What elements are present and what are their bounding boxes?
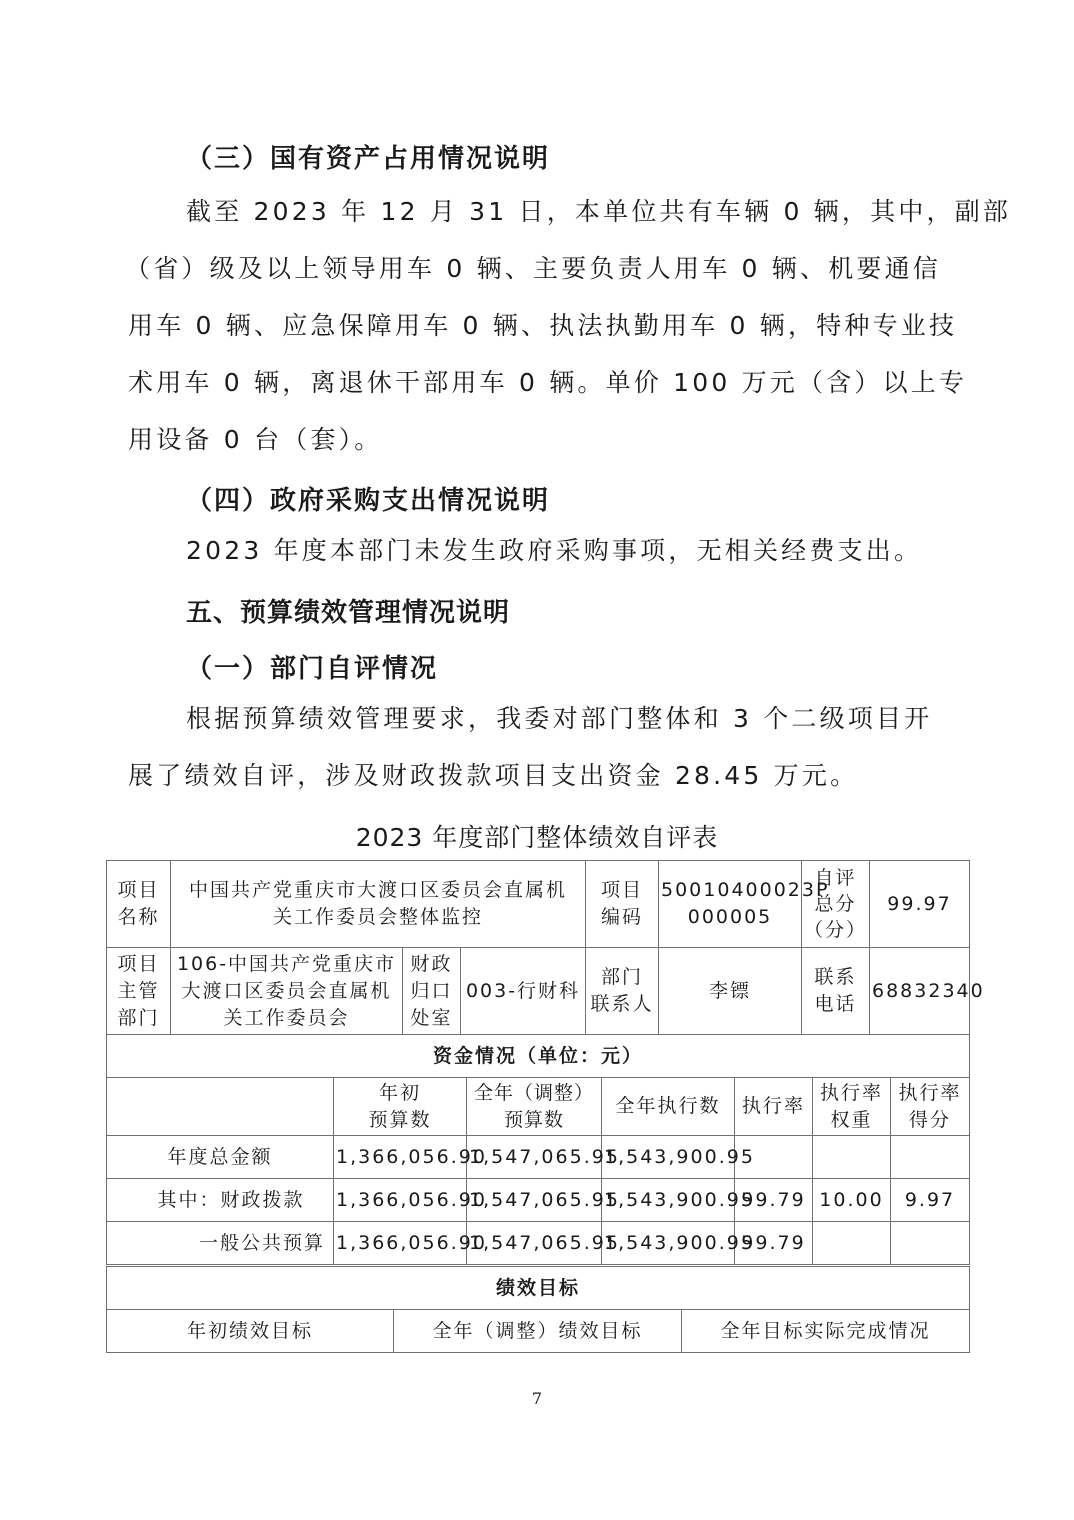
exec-rate: 99.79 [735,1222,813,1265]
dept-label: 项目 主管 部门 [107,948,171,1035]
adjusted-budget: 1,547,065.95 [467,1222,602,1265]
table-title: 2023 年度部门整体绩效自评表 [355,823,719,852]
goals-header-initial: 年初绩效目标 [107,1310,394,1353]
goals-section-title: 绩效目标 [107,1267,970,1310]
section-3-paragraph-line: 用设备 0 台（套）。 [128,425,383,454]
section-5-paragraph-line: 展了绩效自评，涉及财政拨款项目支出资金 28.45 万元。 [128,761,859,790]
weight [813,1136,891,1179]
info-row-project [107,861,970,948]
funds-title-row [107,1035,970,1078]
exec-rate: 99.79 [735,1179,813,1222]
section-4-heading: （四）政府采购支出情况说明 [186,486,551,516]
funds-header-weight: 执行率 权重 [813,1078,891,1136]
initial-budget: 1,366,056.90 [334,1136,467,1179]
project-code: 50010400023P 000005 [659,861,802,948]
funds-header-score: 执行率 得分 [891,1078,970,1136]
weight: 10.00 [813,1179,891,1222]
executed: 1,543,900.95 [602,1222,735,1265]
info-row-dept [107,948,970,1035]
initial-budget: 1,366,056.90 [334,1222,467,1265]
score [891,1136,970,1179]
weight [813,1222,891,1265]
section-5-paragraph-line: 根据预算绩效管理要求，我委对部门整体和 3 个二级项目开 [186,704,933,733]
funds-header-initial-budget: 年初 预算数 [334,1078,467,1136]
score: 9.97 [891,1179,970,1222]
table-row [107,1179,970,1222]
section-3-paragraph-line: （省）级及以上领导用车 0 辆、主要负责人用车 0 辆、机要通信 [125,254,942,283]
section-3-heading: （三）国有资产占用情况说明 [186,144,551,174]
section-3-paragraph-line: 用车 0 辆、应急保障用车 0 辆、执法执勤用车 0 辆，特种专业技 [128,311,958,340]
phone: 68832340 [870,948,970,1035]
goals-header-adjusted: 全年（调整）绩效目标 [394,1310,682,1353]
initial-budget: 1,366,056.90 [334,1179,467,1222]
self-score-label: 自评 总分 （分） [802,861,870,948]
score [891,1222,970,1265]
executed: 1,543,900.95 [602,1179,735,1222]
section-5-heading: 五、预算绩效管理情况说明 [186,598,511,628]
row-label: 年度总金额 [107,1136,334,1179]
section-3-paragraph-line: 术用车 0 辆，离退休干部用车 0 辆。单价 100 万元（含）以上专 [128,368,968,397]
self-score: 99.97 [870,861,970,948]
funds-table [106,1077,970,1265]
goals-header-actual: 全年目标实际完成情况 [682,1310,970,1353]
goals-header-row [107,1310,970,1353]
adjusted-budget: 1,547,065.95 [467,1136,602,1179]
funds-header-exec-rate: 执行率 [735,1078,813,1136]
funds-header-executed: 全年执行数 [602,1078,735,1136]
phone-label: 联系 电话 [802,948,870,1035]
row-label: 一般公共预算 [107,1222,334,1265]
section-4-paragraph: 2023 年度本部门未发生政府采购事项，无相关经费支出。 [186,536,923,565]
goals-title-row [107,1267,970,1310]
funds-header-blank [107,1078,334,1136]
finance-office: 003-行财科 [461,948,586,1035]
project-name: 中国共产党重庆市大渡口区委员会直属机 关工作委员会整体监控 [171,861,586,948]
section-5-sub-heading: （一）部门自评情况 [186,654,439,684]
dept: 106-中国共产党重庆市 大渡口区委员会直属机 关工作委员会 [171,948,403,1035]
funds-header-adjusted-budget: 全年（调整） 预算数 [467,1078,602,1136]
section-3-paragraph-line: 截至 2023 年 12 月 31 日，本单位共有车辆 0 辆，其中，副部 [186,197,1012,226]
table-row [107,1222,970,1265]
project-name-label: 项目 名称 [107,861,171,948]
goals-table [106,1266,970,1353]
finance-office-label: 财政 归口 处室 [403,948,461,1035]
table-row [107,1136,970,1179]
contact: 李镖 [659,948,802,1035]
funds-header-row [107,1078,970,1136]
project-code-label: 项目 编码 [586,861,659,948]
row-label: 其中：财政拨款 [107,1179,334,1222]
page-number: 7 [531,1389,543,1408]
adjusted-budget: 1,547,065.95 [467,1179,602,1222]
executed: 1,543,900.95 [602,1136,735,1179]
contact-label: 部门 联系人 [586,948,659,1035]
info-table [106,860,985,1078]
funds-section-title: 资金情况（单位：元） [107,1035,970,1078]
